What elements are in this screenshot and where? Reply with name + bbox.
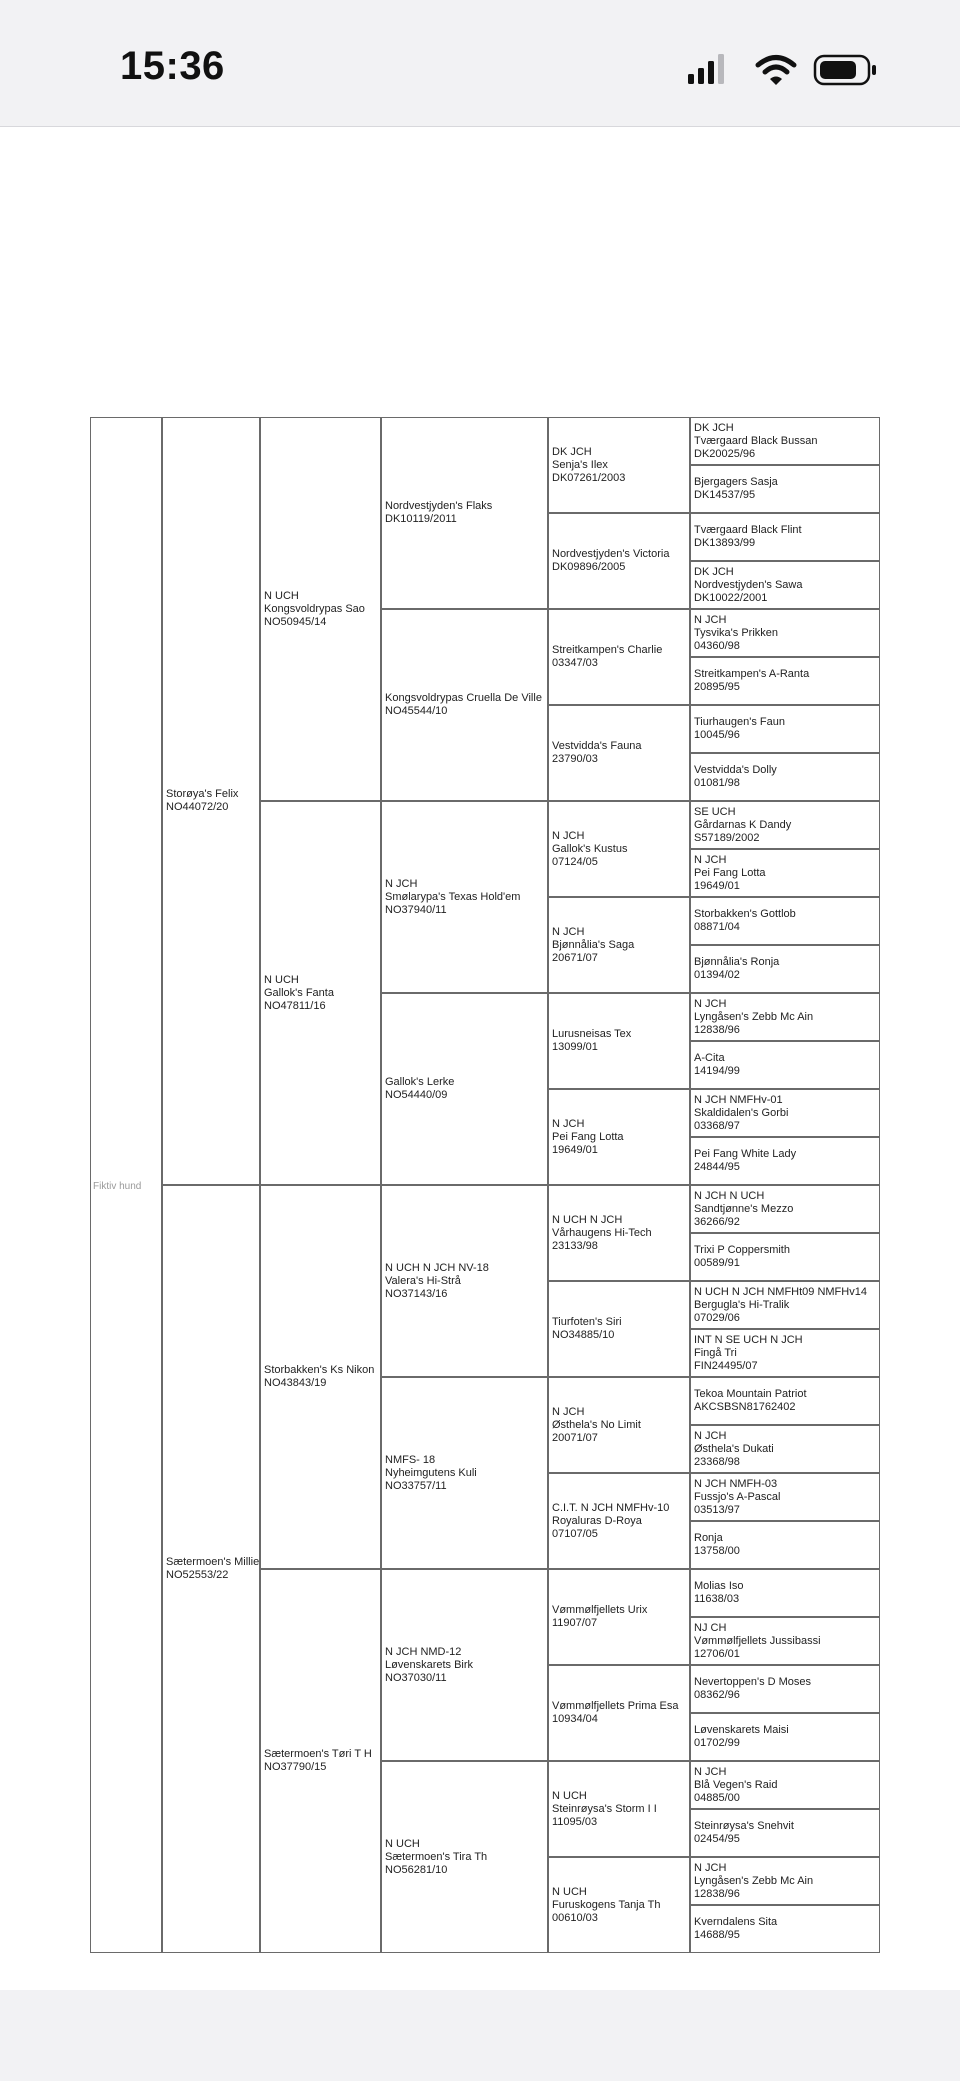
pedigree-line: Løvenskarets Birk: [385, 1658, 474, 1671]
pedigree-cell-ggg-grandparent: [690, 657, 880, 705]
pedigree-line: 19649/01: [694, 879, 740, 892]
pedigree-cell-ggg-grandparent: [690, 945, 880, 993]
pedigree-line: Vømmølfjellets Jussibassi: [694, 1634, 821, 1647]
pedigree-line: NJ CH: [694, 1621, 727, 1634]
battery-icon: [815, 56, 876, 84]
pedigree-line: Royaluras D-Roya: [552, 1514, 642, 1527]
pedigree-line: NO37143/16: [385, 1287, 448, 1300]
pedigree-line: 00610/03: [552, 1911, 598, 1924]
pedigree-line: DK JCH: [552, 445, 592, 458]
pedigree-cell-ggg-grandparent: [690, 513, 880, 561]
pedigree-line: N JCH: [694, 997, 727, 1010]
pedigree-line: Østhela's Dukati: [694, 1442, 774, 1455]
pedigree-line: N UCH N JCH NMFHt09 NMFHv14: [694, 1285, 867, 1298]
pedigree-line: 20071/07: [552, 1431, 598, 1444]
pedigree-cell-ggg-grandparent: [690, 1665, 880, 1713]
pedigree-line: Tekoa Mountain Patriot: [694, 1388, 807, 1400]
pedigree-line: Senja's Ilex: [552, 458, 608, 471]
pedigree-line: N UCH: [385, 1837, 420, 1850]
pedigree-line: N JCH: [552, 1117, 585, 1130]
pedigree-line: Ronja: [694, 1532, 723, 1544]
pedigree-line: Gallok's Lerke: [385, 1076, 455, 1088]
pedigree-line: N JCH: [385, 877, 418, 890]
pedigree-line: DK14537/95: [694, 489, 756, 501]
pedigree-line: 11638/03: [694, 1593, 740, 1605]
pedigree-line: Furuskogens Tanja Th: [552, 1898, 661, 1911]
pedigree-line: Kverndalens Sita: [694, 1916, 778, 1928]
pedigree-cell-gg-grandparent: [548, 993, 690, 1089]
pedigree-line: Nordvestjyden's Flaks: [385, 500, 493, 512]
pedigree-line: NMFS- 18: [385, 1453, 436, 1466]
wifi-icon: [758, 58, 794, 86]
pedigree-line: N UCH: [264, 589, 299, 602]
pedigree-cell-ggg-grandparent: [690, 1521, 880, 1569]
pedigree-line: N JCH N UCH: [694, 1189, 765, 1202]
pedigree-line: N UCH N JCH NV-18: [385, 1261, 489, 1274]
pedigree-cell-ggg-grandparent: [690, 465, 880, 513]
pedigree-line: Sætermoen's Millie: [166, 1556, 260, 1568]
pedigree-cell-gg-grandparent: [548, 609, 690, 705]
pedigree-line: Nevertoppen's D Moses: [694, 1676, 812, 1688]
pedigree-line: Lyngåsen's Zebb Mc Ain: [694, 1010, 814, 1023]
pedigree-line: 08362/96: [694, 1689, 740, 1701]
pedigree-line: Streitkampen's A-Ranta: [694, 668, 810, 680]
pedigree-line: N JCH: [694, 1765, 727, 1778]
pedigree-line: 07029/06: [694, 1311, 740, 1324]
pedigree-line: NO54440/09: [385, 1089, 448, 1101]
pedigree-cell-ggg-grandparent: [690, 993, 880, 1041]
pedigree-line: N JCH NMFH-03: [694, 1477, 778, 1490]
pedigree-cell-ggg-grandparent: [690, 1857, 880, 1905]
pedigree-line: DK20025/96: [694, 447, 756, 460]
pedigree-line: Vømmølfjellets Prima Esa: [552, 1700, 679, 1712]
pedigree-cell-ggg-grandparent: [690, 1809, 880, 1857]
pedigree-line: Gallok's Kustus: [552, 842, 628, 855]
pedigree-line: Østhela's No Limit: [552, 1418, 641, 1431]
pedigree-line: NO34885/10: [552, 1329, 615, 1341]
pedigree-line: Fingå Tri: [694, 1346, 737, 1359]
pedigree-cell-ggg-grandparent: [690, 1233, 880, 1281]
document-page[interactable]: [0, 127, 960, 1990]
pedigree-line: Blå Vegen's Raid: [694, 1778, 778, 1791]
pedigree-line: 23368/98: [694, 1455, 740, 1468]
pedigree-line: Tysvika's Prikken: [694, 626, 779, 639]
pedigree-cell-ggg-grandparent: [690, 1185, 880, 1233]
pedigree-cell-gg-grandparent: [548, 705, 690, 801]
pedigree-line: 11095/03: [552, 1815, 598, 1828]
pedigree-line: 12838/96: [694, 1023, 740, 1036]
pedigree-line: Pei Fang Lotta: [552, 1130, 624, 1143]
pedigree-line: Bjønnålia's Ronja: [694, 956, 780, 968]
pedigree-cell-grandparent: [260, 1569, 381, 1953]
pedigree-cell-ggg-grandparent: [690, 1473, 880, 1521]
pedigree-line: DK09896/2005: [552, 561, 626, 573]
pedigree-line: N JCH: [694, 1429, 727, 1442]
pedigree-cell-ggg-grandparent: [690, 1569, 880, 1617]
pedigree-line: N JCH: [694, 613, 727, 626]
pedigree-line: 23790/03: [552, 753, 598, 765]
pedigree-cell-parent: [162, 417, 260, 1185]
pedigree-line: NO44072/20: [166, 801, 229, 813]
pedigree-cell-great-grandparent: [381, 1761, 548, 1953]
pedigree-cell-ggg-grandparent: [690, 561, 880, 609]
pedigree-line: N JCH NMFHv-01: [694, 1093, 783, 1106]
pedigree-line: 08871/04: [694, 921, 740, 933]
pedigree-line: Fussjo's A-Pascal: [694, 1490, 781, 1503]
pedigree-line: 03513/97: [694, 1503, 740, 1516]
status-icons-svg: [686, 52, 886, 88]
pedigree-line: Lyngåsen's Zebb Mc Ain: [694, 1874, 814, 1887]
pedigree-cell-ggg-grandparent: [690, 1761, 880, 1809]
pedigree-line: DK10119/2011: [385, 513, 457, 525]
pedigree-line: Vestvidda's Dolly: [694, 764, 777, 776]
pedigree-line: NO43843/19: [264, 1377, 327, 1389]
pedigree-line: N JCH NMD-12: [385, 1645, 462, 1658]
pedigree-line: N JCH: [694, 1861, 727, 1874]
pedigree-line: Gårdarnas K Dandy: [694, 818, 792, 831]
pedigree-line: Tiurhaugen's Faun: [694, 716, 785, 728]
pedigree-line: 01394/02: [694, 969, 740, 981]
cellular-signal-icon: [688, 54, 724, 84]
pedigree-line: 12838/96: [694, 1887, 740, 1900]
pedigree-cell-gg-grandparent: [548, 897, 690, 993]
pedigree-cell-fictive-dog: [90, 417, 162, 1953]
pedigree-cell-ggg-grandparent: [690, 1281, 880, 1329]
pedigree-line: N UCH: [264, 973, 299, 986]
pedigree-line: Sætermoen's Tøri T H: [264, 1748, 372, 1760]
pedigree-cell-gg-grandparent: [548, 1665, 690, 1761]
bottom-bar: [0, 1990, 960, 2081]
pedigree-cell-ggg-grandparent: [690, 1041, 880, 1089]
pedigree-cell-gg-grandparent: [548, 801, 690, 897]
pedigree-cell-gg-grandparent: [548, 1377, 690, 1473]
pedigree-line: 12706/01: [694, 1647, 740, 1660]
pedigree-line: Bjergagers Sasja: [694, 476, 778, 488]
pedigree-line: DK10022/2001: [694, 591, 768, 604]
pedigree-line: 13758/00: [694, 1545, 740, 1557]
pedigree-cell-great-grandparent: [381, 993, 548, 1185]
pedigree-cell-ggg-grandparent: [690, 1137, 880, 1185]
pedigree-cell-gg-grandparent: [548, 417, 690, 513]
pedigree-line: NO37030/11: [385, 1671, 447, 1684]
pedigree-line: DK07261/2003: [552, 471, 626, 484]
pedigree-line: Pei Fang White Lady: [694, 1148, 797, 1160]
pedigree-line: 23133/98: [552, 1239, 598, 1252]
pedigree-line: NO50945/14: [264, 615, 327, 628]
pedigree-cell-grandparent: [260, 1185, 381, 1569]
pedigree-line: 00589/91: [694, 1257, 740, 1269]
pedigree-line: Bergugla's Hi-Tralik: [694, 1298, 790, 1311]
pedigree-line: 20895/95: [694, 681, 740, 693]
pedigree-line: C.I.T. N JCH NMFHv-10: [552, 1501, 670, 1514]
pedigree-line: N UCH: [552, 1885, 587, 1898]
pedigree-line: Storbakken's Ks Nikon: [264, 1364, 375, 1376]
pedigree-cell-gg-grandparent: [548, 1857, 690, 1953]
pedigree-line: Bjønnålia's Saga: [552, 938, 635, 951]
pedigree-cell-grandparent: [260, 801, 381, 1185]
pedigree-cell-ggg-grandparent: [690, 1329, 880, 1377]
status-icons: [686, 52, 886, 88]
pedigree-line: Storbakken's Gottlob: [694, 908, 796, 920]
pedigree-line: Tiurfoten's Siri: [552, 1316, 622, 1328]
pedigree-line: N UCH: [552, 1789, 587, 1802]
pedigree-line: 10934/04: [552, 1713, 598, 1725]
pedigree-table: [90, 417, 880, 1953]
pedigree-cell-great-grandparent: [381, 417, 548, 609]
pedigree-cell-ggg-grandparent: [690, 753, 880, 801]
pedigree-cell-ggg-grandparent: [690, 1089, 880, 1137]
pedigree-line: Gallok's Fanta: [264, 986, 334, 999]
pedigree-line: NO37940/11: [385, 903, 447, 916]
pedigree-cell-ggg-grandparent: [690, 417, 880, 465]
pedigree-cell-great-grandparent: [381, 1569, 548, 1761]
pedigree-cell-ggg-grandparent: [690, 1617, 880, 1665]
pedigree-line: Pei Fang Lotta: [694, 866, 766, 879]
pedigree-line: Vestvidda's Fauna: [552, 740, 642, 752]
pedigree-line: Steinrøysa's Storm I I: [552, 1802, 657, 1815]
pedigree-line: 07124/05: [552, 855, 598, 868]
pedigree-cell-gg-grandparent: [548, 1185, 690, 1281]
pedigree-line: Løvenskarets Maisi: [694, 1724, 789, 1736]
pedigree-line: 14194/99: [694, 1065, 740, 1077]
pedigree-cell-ggg-grandparent: [690, 1713, 880, 1761]
pedigree-line: N JCH: [552, 925, 585, 938]
pedigree-line: Vømmølfjellets Urix: [552, 1604, 648, 1616]
pedigree-cell-ggg-grandparent: [690, 1377, 880, 1425]
pedigree-cell-grandparent: [260, 417, 381, 801]
pedigree-line: DK13893/99: [694, 537, 756, 549]
pedigree-line: 07107/05: [552, 1527, 598, 1540]
pedigree-line: NO52553/22: [166, 1569, 229, 1581]
pedigree-line: 13099/01: [552, 1041, 598, 1053]
pedigree-cell-great-grandparent: [381, 1185, 548, 1377]
pedigree-line: Nyheimgutens Kuli: [385, 1466, 477, 1479]
pedigree-line: Nordvestjyden's Sawa: [694, 578, 803, 591]
pedigree-line: N JCH: [694, 853, 727, 866]
pedigree-line: NO37790/15: [264, 1761, 327, 1773]
pedigree-line: SE UCH: [694, 805, 736, 818]
pedigree-cell-ggg-grandparent: [690, 897, 880, 945]
pedigree-line: N JCH: [552, 1405, 585, 1418]
pedigree-line: 01081/98: [694, 777, 740, 789]
pedigree-cell-gg-grandparent: [548, 1473, 690, 1569]
pedigree-line: Kongsvoldrypas Sao: [264, 602, 365, 615]
pedigree-cell-ggg-grandparent: [690, 801, 880, 849]
pedigree-line: 02454/95: [694, 1833, 740, 1845]
pedigree-line: N JCH: [552, 829, 585, 842]
pedigree-line: Kongsvoldrypas Cruella De Ville: [385, 692, 542, 704]
pedigree-line: NO33757/11: [385, 1479, 447, 1492]
pedigree-line: Fiktiv hund: [93, 1181, 142, 1192]
pedigree-cell-great-grandparent: [381, 1377, 548, 1569]
pedigree-line: NO45544/10: [385, 705, 448, 717]
pedigree-cell-parent: [162, 1185, 260, 1953]
pedigree-line: 24844/95: [694, 1161, 740, 1173]
status-time: 15:36: [120, 44, 225, 88]
pedigree-cell-gg-grandparent: [548, 513, 690, 609]
pedigree-line: A-Cita: [694, 1052, 725, 1064]
pedigree-cell-ggg-grandparent: [690, 609, 880, 657]
pedigree-line: 03368/97: [694, 1119, 740, 1132]
pedigree-line: Trixi P Coppersmith: [694, 1244, 790, 1256]
pedigree-line: 04885/00: [694, 1791, 740, 1804]
pedigree-line: DK JCH: [694, 421, 734, 434]
pedigree-line: N UCH N JCH: [552, 1213, 623, 1226]
pedigree-line: Lurusneisas Tex: [552, 1028, 632, 1040]
pedigree-line: Nordvestjyden's Victoria: [552, 548, 670, 560]
pedigree-line: Steinrøysa's Snehvit: [694, 1820, 794, 1832]
pedigree-cell-great-grandparent: [381, 609, 548, 801]
pedigree-line: 36266/92: [694, 1215, 740, 1228]
pedigree-line: 04360/98: [694, 639, 740, 652]
pedigree-line: 19649/01: [552, 1143, 598, 1156]
pedigree-cell-gg-grandparent: [548, 1569, 690, 1665]
pedigree-cell-ggg-grandparent: [690, 1425, 880, 1473]
pedigree-line: 03347/03: [552, 657, 598, 669]
pedigree-line: 01702/99: [694, 1737, 740, 1749]
pedigree-cell-gg-grandparent: [548, 1761, 690, 1857]
pedigree-line: NO47811/16: [264, 999, 326, 1012]
pedigree-cell-ggg-grandparent: [690, 1905, 880, 1953]
pedigree-line: INT N SE UCH N JCH: [694, 1333, 803, 1346]
pedigree-cell-ggg-grandparent: [690, 705, 880, 753]
pedigree-line: AKCSBSN81762402: [694, 1401, 796, 1413]
pedigree-line: Vårhaugens Hi-Tech: [552, 1226, 652, 1239]
pedigree-line: 10045/96: [694, 729, 740, 741]
pedigree-line: 14688/95: [694, 1929, 740, 1941]
pedigree-line: FIN24495/07: [694, 1359, 758, 1372]
pedigree-line: Smølarypa's Texas Hold'em: [385, 890, 521, 903]
pedigree-line: 20671/07: [552, 951, 598, 964]
pedigree-cell-ggg-grandparent: [690, 849, 880, 897]
pedigree-line: Valera's Hi-Strå: [385, 1274, 461, 1287]
pedigree-line: Streitkampen's Charlie: [552, 644, 663, 656]
pedigree-line: S57189/2002: [694, 831, 760, 844]
pedigree-cell-gg-grandparent: [548, 1089, 690, 1185]
pedigree-line: Tværgaard Black Flint: [694, 524, 802, 536]
pedigree-line: Sætermoen's Tira Th: [385, 1850, 488, 1863]
pedigree-line: Skaldidalen's Gorbi: [694, 1106, 789, 1119]
status-bar: [0, 0, 960, 127]
pedigree-cell-gg-grandparent: [548, 1281, 690, 1377]
pedigree-line: 11907/07: [552, 1617, 598, 1629]
pedigree-line: Tværgaard Black Bussan: [694, 434, 818, 447]
pedigree-line: NO56281/10: [385, 1863, 448, 1876]
pedigree-cell-great-grandparent: [381, 801, 548, 993]
pedigree-line: DK JCH: [694, 565, 734, 578]
pedigree-line: Sandtjønne's Mezzo: [694, 1202, 794, 1215]
pedigree-line: Storøya's Felix: [166, 788, 239, 800]
pedigree-line: Molias Iso: [694, 1580, 744, 1592]
